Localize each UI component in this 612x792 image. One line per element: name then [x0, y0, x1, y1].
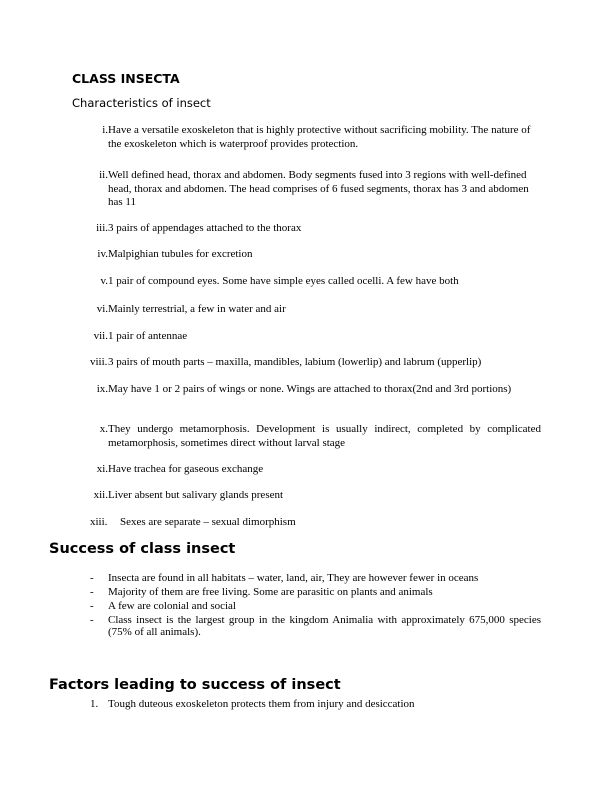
list-item-text: Well defined head, thorax and abdomen. Body segments fused into 3 regions with well-defined head, thorax and abdomen. The head comprises of 6 fused segments, thorax has 3 and abdomen has 11 [108, 169, 529, 209]
success-heading: Success of class insect [49, 541, 236, 557]
list-item-text: Class insect is the largest group in the kingdom Animalia with approximately 675,000 species (75% of all animals). [108, 614, 541, 639]
list-item-number: v. [100, 275, 108, 287]
factors-heading: Factors leading to success of insect [49, 677, 341, 693]
list-item-text: Liver absent but salivary glands present [108, 489, 284, 501]
list-item-text: They undergo metamorphosis. Development is usually indirect, completed by complicated metamorphosis, sometimes direct without larval stage [108, 423, 541, 449]
list-item-number: xiii. [90, 516, 108, 528]
list-item-text: 3 pairs of mouth parts – maxilla, mandibles, labium (lowerlip) and labrum (upperlip) [108, 356, 482, 368]
list-item-text: Mainly terrestrial, a few in water and air [108, 303, 286, 315]
list-item-number: xi. [96, 463, 108, 475]
list-item-text: 1 pair of antennae [108, 330, 188, 342]
list-item-number: ii. [99, 169, 108, 181]
list-item-number: 1. [90, 698, 99, 710]
list-item-number: x. [99, 423, 108, 435]
list-item-text: Insecta are found in all habitats – water, land, air, They are however fewer in oceans [108, 572, 479, 584]
list-item-text: A few are colonial and social [108, 600, 236, 612]
list-item-number: vii. [93, 330, 108, 342]
page-subtitle: Characteristics of insect [72, 96, 211, 110]
list-item-text: 3 pairs of appendages attached to the thorax [108, 222, 302, 234]
list-item-text: 1 pair of compound eyes. Some have simple eyes called ocelli. A few have both [108, 275, 459, 287]
list-item-number: viii. [90, 356, 108, 368]
list-item-text: Majority of them are free living. Some are parasitic on plants and animals [108, 586, 433, 598]
list-item-text: Tough duteous exoskeleton protects them from injury and desiccation [108, 698, 415, 710]
list-item-text: Sexes are separate – sexual dimorphism [120, 516, 296, 528]
page-title: CLASS INSECTA [72, 71, 180, 86]
list-item-number: iii. [96, 222, 108, 234]
list-item-number: iv. [97, 248, 108, 260]
list-item-text: Have trachea for gaseous exchange [108, 463, 264, 475]
list-item-bullet: - [90, 600, 94, 612]
list-item-bullet: - [90, 572, 94, 584]
list-item-bullet: - [90, 586, 94, 598]
list-item-number: i. [102, 124, 108, 136]
list-item-number: ix. [96, 383, 108, 395]
list-item-text: Have a versatile exoskeleton that is highly protective without sacrificing mobility. The nature of the exoskeleton which is waterproof provides protection. [108, 124, 531, 150]
list-item-number: xii. [93, 489, 108, 501]
list-item-text: May have 1 or 2 pairs of wings or none. Wings are attached to thorax(2nd and 3rd portions) [108, 383, 512, 395]
list-item-bullet: - [90, 614, 94, 626]
list-item-number: vi. [96, 303, 108, 315]
list-item-text: Malpighian tubules for excretion [108, 248, 253, 260]
